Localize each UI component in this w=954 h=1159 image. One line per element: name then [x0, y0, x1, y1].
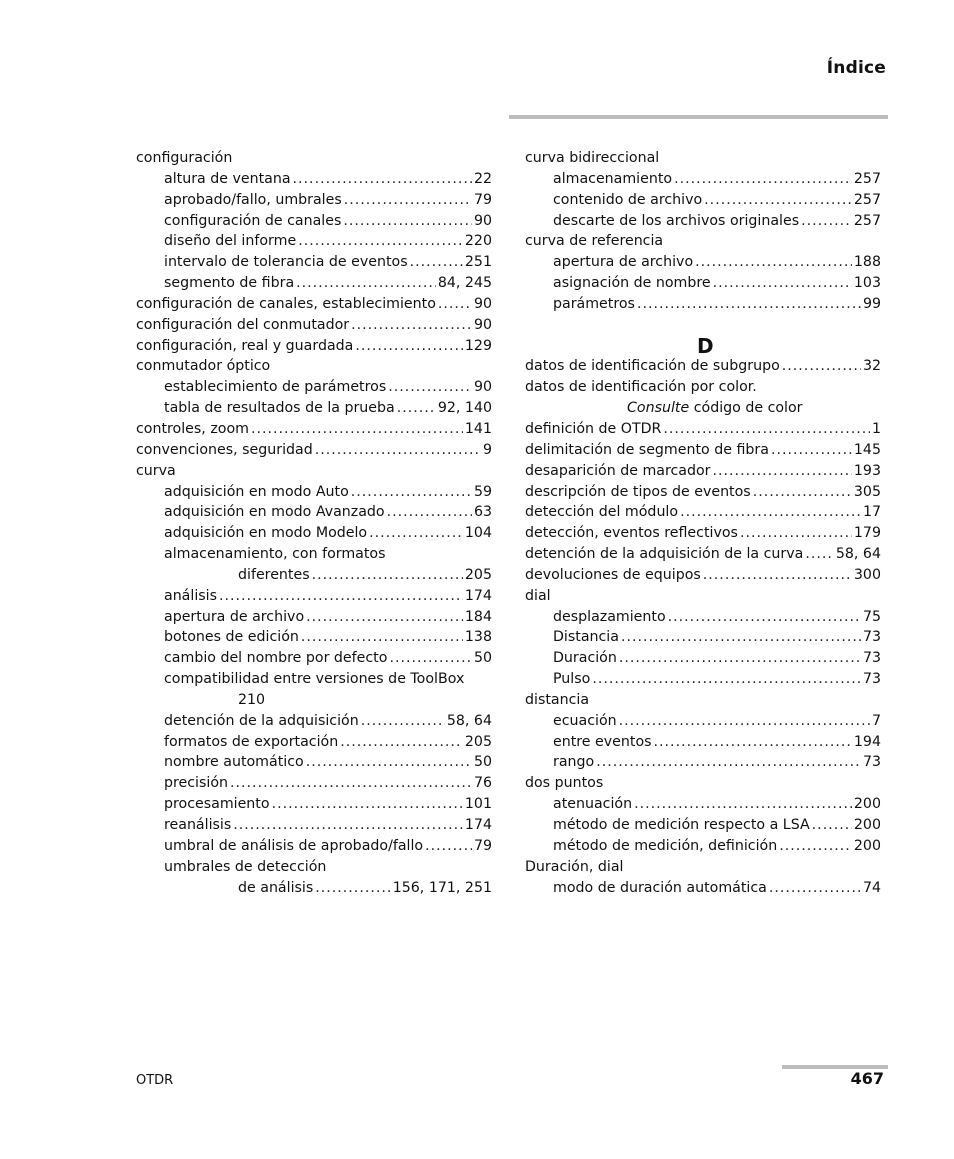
dot-leader [301, 627, 463, 648]
entry-term: descarte de los archivos originales [553, 212, 800, 229]
entry-term: de análisis [238, 879, 314, 896]
index-entry [136, 878, 492, 899]
dot-leader [312, 565, 463, 586]
index-entry [136, 398, 492, 419]
dot-leader [779, 836, 852, 857]
index-heading [136, 857, 492, 878]
index-entry [136, 648, 492, 669]
index-entry [525, 836, 881, 857]
entry-pages: 188 [853, 254, 881, 271]
dot-leader [703, 565, 852, 586]
entry-term: nombre automático [164, 754, 304, 771]
entry-term: cambio del nombre por defecto [164, 650, 388, 667]
index-entry [136, 252, 492, 273]
entry-term: configuración de canales [164, 212, 342, 229]
entry-term: detección del módulo [525, 504, 679, 521]
entry-term: intervalo de tolerancia de eventos [164, 254, 408, 271]
dot-leader [233, 815, 463, 836]
index-entry [136, 315, 492, 336]
page-number: 467 [850, 1069, 884, 1088]
dot-leader [361, 711, 445, 732]
index-entry [136, 711, 492, 732]
entry-term: atenuación [553, 796, 633, 813]
dot-leader [340, 732, 463, 753]
dot-leader [596, 752, 861, 773]
see-target: código de color [689, 400, 803, 417]
index-entry [525, 815, 881, 836]
index-entry [525, 502, 881, 523]
entry-term: datos de identificación de subgrupo [525, 358, 780, 375]
dot-leader [680, 502, 861, 523]
entry-term: precisión [164, 775, 229, 792]
page-title: Índice [826, 58, 886, 78]
entry-term: ecuación [553, 712, 617, 729]
index-entry [525, 627, 881, 648]
index-entry [136, 502, 492, 523]
entry-pages: 300 [853, 566, 881, 583]
entry-pages: 58, 64 [835, 546, 881, 563]
entry-pages: 22 [473, 170, 492, 187]
index-entry [136, 565, 492, 586]
entry-pages: 156, 171, 251 [392, 879, 492, 896]
dot-leader [344, 190, 472, 211]
heading-term: 210 [238, 691, 266, 708]
entry-pages: 205 [464, 566, 492, 583]
index-entry [136, 231, 492, 252]
entry-term: rango [553, 754, 595, 771]
entry-pages: 141 [464, 420, 492, 437]
index-heading [136, 690, 492, 711]
heading-term: compatibilidad entre versiones de ToolBox [164, 671, 465, 688]
entry-term: tabla de resultados de la prueba [164, 400, 395, 417]
dot-leader [668, 607, 861, 628]
entry-term: almacenamiento [553, 170, 673, 187]
entry-pages: 79 [473, 837, 492, 854]
entry-term: entre eventos [553, 733, 652, 750]
index-entry [525, 607, 881, 628]
entry-pages: 103 [853, 275, 881, 292]
dot-leader [805, 544, 834, 565]
entry-pages: 92, 140 [437, 400, 492, 417]
entry-pages: 59 [473, 483, 492, 500]
entry-term: convenciones, seguridad [136, 441, 313, 458]
dot-leader [387, 502, 472, 523]
index-entry [136, 419, 492, 440]
index-heading [525, 857, 881, 878]
entry-term: configuración, real y guardada [136, 337, 354, 354]
heading-term: conmutador óptico [136, 358, 271, 375]
index-entry [136, 794, 492, 815]
entry-pages: 138 [464, 629, 492, 646]
dot-leader [637, 294, 861, 315]
entry-term: desplazamiento [553, 608, 666, 625]
index-entry [136, 627, 492, 648]
index-entry [525, 565, 881, 586]
entry-pages: 90 [473, 212, 492, 229]
index-entry [136, 482, 492, 503]
entry-pages: 50 [473, 754, 492, 771]
dot-leader [619, 648, 861, 669]
index-entry [136, 523, 492, 544]
entry-term: devoluciones de equipos [525, 566, 701, 583]
footer-product-name: OTDR [136, 1073, 174, 1088]
entry-pages: 305 [853, 483, 881, 500]
entry-term: detección, eventos reflectivos [525, 525, 738, 542]
dot-leader [704, 190, 852, 211]
index-entry [525, 461, 881, 482]
entry-pages: 9 [482, 441, 492, 458]
index-entry [525, 169, 881, 190]
index-entry [136, 169, 492, 190]
dot-leader [713, 273, 852, 294]
entry-term: asignación de nombre [553, 275, 711, 292]
index-entry [525, 294, 881, 315]
index-heading [136, 148, 492, 169]
entry-pages: 75 [862, 608, 881, 625]
entry-term: establecimiento de parámetros [164, 379, 387, 396]
entry-pages: 194 [853, 733, 881, 750]
index-entry [136, 836, 492, 857]
dot-leader [592, 669, 861, 690]
dot-leader [425, 836, 472, 857]
dot-leader [306, 752, 472, 773]
dot-leader [388, 377, 472, 398]
entry-pages: 251 [464, 254, 492, 271]
entry-term: apertura de archivo [164, 608, 305, 625]
entry-term: apertura de archivo [553, 254, 694, 271]
index-column-left [136, 148, 492, 898]
dot-leader [272, 794, 463, 815]
entry-pages: 179 [853, 525, 881, 542]
entry-pages: 90 [473, 379, 492, 396]
dot-leader [251, 419, 463, 440]
dot-leader [619, 711, 870, 732]
index-entry [525, 669, 881, 690]
dot-leader [801, 211, 852, 232]
entry-pages: 63 [473, 504, 492, 521]
entry-term: Duración [553, 650, 617, 667]
entry-term: parámetros [553, 295, 635, 312]
index-entry [525, 752, 881, 773]
heading-term: dos puntos [525, 775, 604, 792]
dot-leader [351, 482, 472, 503]
dot-leader [351, 315, 472, 336]
entry-pages: 1 [871, 420, 881, 437]
index-entry [525, 440, 881, 461]
index-entry [525, 794, 881, 815]
index-entry [136, 752, 492, 773]
entry-term: aprobado/fallo, umbrales [164, 191, 342, 208]
section-letter-row [525, 315, 881, 357]
entry-pages: 50 [473, 650, 492, 667]
heading-term: configuración [136, 150, 233, 166]
entry-term: adquisición en modo Modelo [164, 525, 368, 542]
entry-pages: 129 [464, 337, 492, 354]
dot-leader [782, 356, 861, 377]
index-entry [136, 273, 492, 294]
entry-pages: 74 [862, 879, 881, 896]
dot-leader [389, 648, 472, 669]
entry-pages: 73 [862, 671, 881, 688]
heading-term: umbrales de detección [164, 858, 327, 875]
dot-leader [306, 607, 463, 628]
dot-leader [315, 878, 390, 899]
index-entry [525, 878, 881, 899]
entry-pages: 145 [853, 441, 881, 458]
dot-leader [674, 169, 852, 190]
heading-term: datos de identificación por color. [525, 379, 757, 396]
entry-term: análisis [164, 587, 217, 604]
index-entry [525, 648, 881, 669]
dot-leader [769, 878, 861, 899]
index-entry [136, 440, 492, 461]
entry-term: detención de la adquisición [164, 712, 359, 729]
entry-pages: 90 [473, 316, 492, 333]
index-entry [525, 252, 881, 273]
entry-term: umbral de análisis de aprobado/fallo [164, 837, 424, 854]
entry-term: controles, zoom [136, 420, 249, 437]
entry-pages: 101 [464, 796, 492, 813]
dot-leader [230, 773, 472, 794]
dot-leader [296, 273, 436, 294]
entry-pages: 174 [464, 587, 492, 604]
index-entry [525, 356, 881, 377]
entry-term: diferentes [238, 566, 310, 583]
index-entry [136, 607, 492, 628]
index-heading [525, 231, 881, 252]
dot-leader [355, 336, 463, 357]
index-entry [136, 815, 492, 836]
index-heading [525, 773, 881, 794]
dot-leader [219, 586, 463, 607]
entry-term: configuración del conmutador [136, 316, 350, 333]
index-heading [525, 148, 881, 169]
index-entry [136, 211, 492, 232]
entry-pages: 200 [853, 796, 881, 813]
entry-term: método de medición, definición [553, 837, 778, 854]
entry-pages: 193 [853, 462, 881, 479]
index-heading [136, 461, 492, 482]
entry-term: Distancia [553, 629, 619, 646]
entry-term: reanálisis [164, 817, 232, 833]
entry-term: contenido de archivo [553, 191, 703, 208]
dot-leader [695, 252, 852, 273]
index-column-right [525, 148, 881, 898]
dot-leader [298, 231, 463, 252]
entry-pages: 79 [473, 191, 492, 208]
dot-leader [369, 523, 463, 544]
entry-pages: 174 [464, 817, 492, 833]
index-entry [136, 586, 492, 607]
dot-leader [438, 294, 472, 315]
heading-term: curva bidireccional [525, 150, 660, 166]
dot-leader [663, 419, 870, 440]
entry-pages: 58, 64 [446, 712, 492, 729]
entry-pages: 32 [862, 358, 881, 375]
index-heading [136, 544, 492, 565]
dot-leader [713, 461, 852, 482]
index-cross-reference [525, 398, 881, 419]
index-heading [136, 356, 492, 377]
index-heading [525, 690, 881, 711]
dot-leader [753, 482, 852, 503]
header-rule [509, 115, 888, 119]
entry-term: detención de la adquisición de la curva [525, 546, 804, 563]
entry-pages: 205 [464, 733, 492, 750]
entry-pages: 200 [853, 837, 881, 854]
index-entry [525, 711, 881, 732]
index-heading [136, 669, 492, 690]
entry-term: diseño del informe [164, 233, 297, 250]
section-letter: D [697, 334, 714, 359]
entry-pages: 73 [862, 754, 881, 771]
entry-term: Pulso [553, 671, 591, 688]
entry-pages: 257 [853, 191, 881, 208]
entry-term: definición de OTDR [525, 420, 662, 437]
dot-leader [771, 440, 852, 461]
entry-pages: 184 [464, 608, 492, 625]
entry-term: botones de edición [164, 629, 299, 646]
dot-leader [740, 523, 852, 544]
dot-leader [634, 794, 852, 815]
heading-term: curva [136, 462, 176, 479]
entry-pages: 84, 245 [437, 275, 492, 292]
entry-pages: 7 [871, 712, 881, 729]
entry-term: delimitación de segmento de fibra [525, 441, 769, 458]
index-entry [136, 294, 492, 315]
entry-pages: 257 [853, 212, 881, 229]
entry-pages: 257 [853, 170, 881, 187]
entry-term: desaparición de marcador [525, 462, 711, 479]
entry-pages: 73 [862, 650, 881, 667]
dot-leader [315, 440, 481, 461]
index-entry [525, 419, 881, 440]
see-label: Consulte [627, 400, 690, 417]
entry-term: método de medición respecto a LSA [553, 817, 810, 833]
dot-leader [654, 732, 852, 753]
entry-term: modo de duración automática [553, 879, 767, 896]
index-heading [525, 586, 881, 607]
heading-term: curva de referencia [525, 233, 664, 250]
index-entry [136, 773, 492, 794]
index-entry [525, 523, 881, 544]
index-heading [525, 377, 881, 398]
dot-leader [293, 169, 472, 190]
index-entry [136, 190, 492, 211]
index-entry [525, 211, 881, 232]
entry-pages: 76 [473, 775, 492, 792]
entry-pages: 90 [473, 295, 492, 312]
index-entry [136, 336, 492, 357]
entry-term: configuración de canales, establecimiento [136, 295, 436, 312]
entry-pages: 104 [464, 525, 492, 542]
entry-term: adquisición en modo Avanzado [164, 504, 385, 521]
index-entry [525, 482, 881, 503]
entry-pages: 73 [862, 629, 881, 646]
entry-term: segmento de fibra [164, 275, 295, 292]
entry-term: altura de ventana [164, 170, 291, 187]
index-entry [525, 544, 881, 565]
index-entry [525, 190, 881, 211]
heading-term: dial [525, 587, 551, 604]
index-entry [136, 377, 492, 398]
dot-leader [621, 627, 861, 648]
entry-pages: 17 [862, 504, 881, 521]
index-entry [525, 273, 881, 294]
entry-term: descripción de tipos de eventos [525, 483, 751, 500]
index-entry [525, 732, 881, 753]
dot-leader [410, 252, 463, 273]
dot-leader [812, 815, 852, 836]
dot-leader [343, 211, 472, 232]
entry-pages: 220 [464, 233, 492, 250]
entry-term: procesamiento [164, 796, 270, 813]
heading-term: distancia [525, 691, 590, 708]
entry-pages: 99 [862, 295, 881, 312]
heading-term: almacenamiento, con formatos [164, 546, 386, 563]
dot-leader [397, 398, 436, 419]
heading-term: Duración, dial [525, 858, 624, 875]
entry-term: adquisición en modo Auto [164, 483, 349, 500]
entry-term: formatos de exportación [164, 733, 339, 750]
entry-pages: 200 [853, 817, 881, 833]
index-entry [136, 732, 492, 753]
